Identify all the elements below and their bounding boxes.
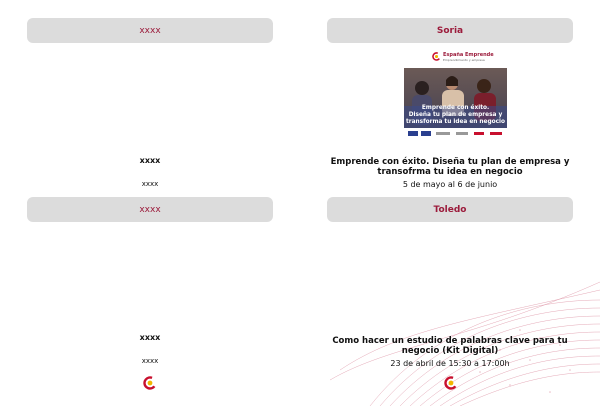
event-title[interactable]: Como hacer un estudio de palabras clave para tu negocio (Kit Digital) — [332, 336, 568, 356]
logo-tagline: Emprendimiento y empresa — [443, 57, 485, 62]
tab-label: xxxx — [139, 204, 161, 215]
tab-label: xxxx — [139, 25, 161, 36]
event-title[interactable]: Emprende con éxito. Diseña tu plan de empresa y transofrma tu idea en negocio — [330, 157, 570, 177]
espana-emprende-logo — [432, 49, 494, 64]
event-title: xxxx — [139, 156, 161, 165]
event-title: xxxx — [139, 333, 161, 342]
poster-headline-line1: Emprende con éxito. — [421, 105, 490, 111]
tab-left-top[interactable] — [27, 18, 273, 43]
tab-label: Toledo — [433, 204, 467, 215]
poster-headline-line2: Diseña tu plan de empresa y — [408, 112, 503, 118]
poster-headline-line3: transforma tu idea en negocio — [405, 119, 506, 125]
event-date: 5 de mayo al 6 de junio — [402, 180, 498, 189]
event-poster-image[interactable] — [404, 68, 507, 142]
poster-photo — [404, 68, 507, 142]
tab-toledo[interactable] — [327, 197, 573, 222]
espana-emprende-logo-icon — [143, 376, 157, 390]
logo-name: España Emprende — [443, 51, 494, 58]
event-date: xxxx — [141, 180, 159, 188]
tab-label: Soria — [436, 25, 464, 36]
tab-soria[interactable] — [327, 18, 573, 43]
espana-emprende-logo-icon — [432, 52, 441, 61]
event-date: 23 de abril de 15:30 a 17:00h — [390, 359, 510, 368]
espana-emprende-logo-icon — [444, 376, 458, 390]
tab-left-bottom[interactable] — [27, 197, 273, 222]
event-date: xxxx — [141, 357, 159, 365]
